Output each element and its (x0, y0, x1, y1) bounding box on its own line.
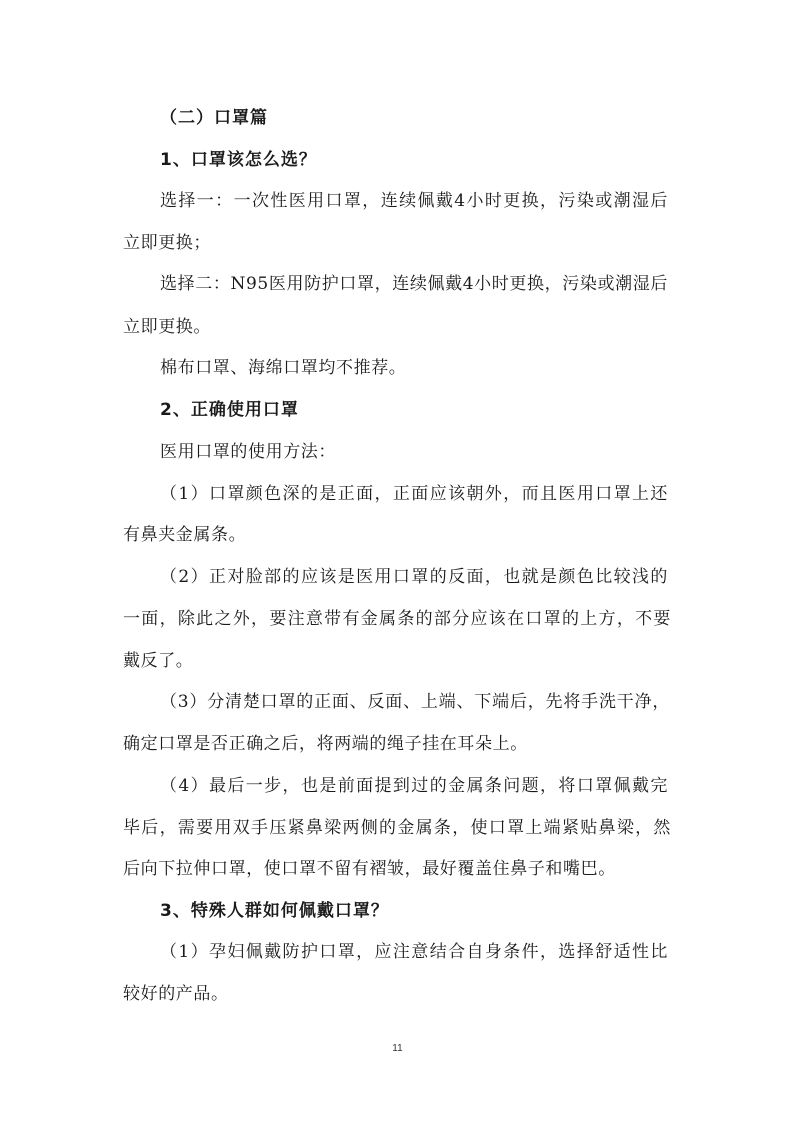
q2-step3-line2: 确定口罩是否正确之后，将两端的绳子挂在耳朵上。 (123, 734, 528, 754)
q1-option2-line1: 选择二：N95医用防护口罩，连续佩戴4小时更换，污染或潮湿后 (160, 274, 668, 294)
q2-intro: 医用口罩的使用方法： (160, 442, 336, 462)
q3-heading: 3、特殊人群如何佩戴口罩？ (160, 901, 389, 921)
q1-note: 棉布口罩、海绵口罩均不推荐。 (160, 358, 407, 378)
q1-option2-line2: 立即更换。 (123, 317, 211, 337)
section-title: （二）口罩篇 (160, 108, 268, 128)
q2-step2-line3: 戴反了。 (123, 651, 194, 671)
q3-item1-line1: （1）孕妇佩戴防护口罩，应注意结合自身条件，选择舒适性比 (160, 942, 668, 962)
q2-step4-line2: 毕后，需要用双手压紧鼻梁两侧的金属条，使口罩上端紧贴鼻梁，然 (123, 818, 671, 838)
q1-option1-line1: 选择一：一次性医用口罩，连续佩戴4小时更换，污染或潮湿后 (160, 191, 668, 211)
q2-step3-line1: （3）分清楚口罩的正面、反面、上端、下端后，先将手洗干净， (160, 692, 670, 712)
q2-step1-line2: 有鼻夹金属条。 (123, 525, 247, 545)
q2-step2-line2: 一面，除此之外，要注意带有金属条的部分应该在口罩的上方，不要 (123, 609, 671, 629)
q2-step1-line1: （1）口罩颜色深的是正面，正面应该朝外，而且医用口罩上还 (160, 484, 668, 504)
page-number: 11 (392, 1043, 403, 1054)
q2-step2-line1: （2）正对脸部的应该是医用口罩的反面，也就是颜色比较浅的 (160, 567, 668, 587)
q3-item1-line2: 较好的产品。 (123, 984, 229, 1004)
q2-step4-line3: 后向下拉伸口罩，使口罩不留有褶皱，最好覆盖住鼻子和嘴巴。 (123, 859, 616, 879)
q2-heading: 2、正确使用口罩 (160, 400, 299, 420)
q2-step4-line1: （4）最后一步，也是前面提到过的金属条问题，将口罩佩戴完 (160, 776, 668, 796)
q1-option1-line2: 立即更换； (123, 233, 211, 253)
q1-heading: 1、口罩该怎么选？ (160, 150, 317, 170)
